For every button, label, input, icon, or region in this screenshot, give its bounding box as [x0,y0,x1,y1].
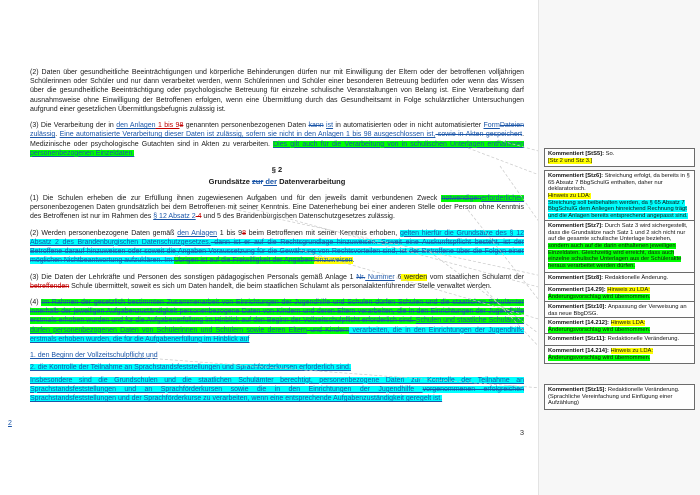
text-run: betreffenden [30,282,70,290]
text-run: Hinweis zu LDA: [607,287,650,293]
comment-label: Kommentiert [14.212]: [548,320,611,326]
text-run: vom staatlichen Schulamt der [427,273,525,281]
text-run: Eine automatisierte Verarbeitung dieser Daten ist zulässig, sofern sie nicht in den Anlagen 1 bis 98 ausgeschlossen ist, [59,131,436,139]
text-run: Schule übermittelt, soweit es sich um Daten handelt, die beim staatlichen Schulamt als personalaktenführender Stelle verwaltet werden. [69,282,492,290]
text-run: 8 [242,229,246,237]
text-run: beim Betroffenen mit seiner Kenntnis erhoben, [245,229,400,237]
text-run: Änderungsvorschlag wird übernommen. [548,293,651,300]
text-run: in automatisierten oder in nicht automatisierter [333,122,484,130]
paragraph-teacher-data [30,273,524,291]
text-run: Nr. [356,273,366,281]
text-run: personenbezogenen Daten grundsätzlich bei dem Betroffenen mit seiner Kenntnis. Eine Datenerhebung bei einer anderen Stelle oder Person ohne Kenntnis des Betroffenen ist nur im Rahmen des [30,204,524,221]
text-run: zulässig [30,131,56,139]
paragraph-processing-annexes [30,121,524,158]
text-run: den Anlagen [177,229,217,237]
text-run: (3) Die Verarbeitung der in [30,122,117,130]
text-run: (4) [30,299,42,306]
comment-label: Kommentiert [Stz15]: [548,387,608,393]
comment-box[interactable] [544,148,695,167]
text-run: gelten hierfür die Grundsätze des § 12 Absatz 2 des Brandenburgischen Datenschutzgesetzes. [30,229,525,246]
text-run: Schulen und staatliche Schulämter dürfen personenbezogenen Daten von Schülerinnen und Schülern sowie deren Eltern [30,317,524,334]
comment-body [548,223,688,269]
page-number: 3 [519,428,524,437]
text-run: 8 [179,122,184,130]
text-run: dann ist er auf die Rechtsgrundlage hinzuweisen. Soweit eine Auskunftspflicht besteht, ist der Betroffene darauf hinzuweisen oder soweit die Angaben Voraussetzung für die Gewährung von Rechtsvorteilen sind, ist der Betroffene über die Folgen einer möglichen Nichtbeantwortung aufzuklären. Im [30,238,524,265]
text-run: und 5 des Brandenburgischen Datenschutzgesetzes zulässig. [201,213,395,221]
text-run: . Medizinische oder psychologische Gutachten sind in Akten zu verarbeiten. [30,131,525,148]
text-run: (1) Die Schulen erheben die zur Erfüllung ihnen zugewiesenen Aufgaben und für den jeweils damit verbundenen Zweck [30,194,442,202]
comment-box[interactable] [544,345,695,364]
text-run: vorgenommenen erfolgreichen [422,385,524,393]
comment-body [605,275,669,281]
text-run: im Hinblick auf [203,335,250,343]
text-run: 6 [394,273,402,281]
text-run: Übrigen ist auf die Freiwilligkeit der Angaben [173,257,315,265]
text-run: Datenverarbeitung [277,177,346,186]
text-run: Hinweis zu LDA: [548,192,591,199]
paragraph-language-assessment [30,376,524,404]
comment-label: Kommentiert [Stz7]: [548,223,605,229]
text-run: sondern auch auf die darin enthaltenen jeweiligen Einzeldaten. Gleichzeitig wird erreicht, dass auch einzelne schulische Unterlagen aus der Schülerakte heraus verarbeitet werden dürfen. [548,242,682,269]
text-run: Grundsätze [208,177,252,186]
comment-box[interactable] [544,170,695,223]
comment-box[interactable] [544,220,695,273]
comment-body [608,336,680,342]
text-run: zur [251,177,264,186]
text-run: Streichung soll beibehalten werden, da § 65 Absatz 7 BbgSchulG dem Anliegen hinreichend Rechnung trägt und die Anlagen bereits entsprechend angepasst sind. [548,199,688,219]
comment-box[interactable] [544,333,695,346]
section-number: § 2 [271,165,283,175]
paragraph-health-data [30,68,524,114]
comments-sidebar [538,0,700,495]
text-run: Anpassung der Verweisung an das neue BbgDSG. [548,304,687,317]
text-run: Änderungsvorschlag wird übernommen. [548,354,651,361]
text-run: Im Rahmen der gesetzlich bestimmten Zusammenarbeit von Einrichtungen der Jugendhilfe und Schulen dürfen Schulen und die staatlichen Schulämter innerhalb der jeweiligen Aufgabenzuständigkeit personenbezogene Daten von Kindern und deren Eltern verarbeiten, die in den Einrichtungen der Jugendhilfe erstmals erhoben wurden und für die Aufgabenerfüllung im Hinblick auf den Beginn der Vollzeitschulpflicht erforderlich sind. [30,299,524,325]
text-run: . [352,257,355,265]
list-item-2 [30,363,524,372]
margin-note: 2 [8,420,12,427]
text-run: ist [326,122,334,130]
document-content [30,68,524,410]
text-run: der [263,177,277,186]
paragraph-youth-welfare [30,298,524,344]
text-run: 4 [195,213,202,221]
text-run: Hinweis zu LDA: [610,348,654,354]
text-run: Änderungsvorschlag wird übernommen. [548,326,651,333]
text-run: 1 bis 9 [217,229,243,237]
comment-label: Kommentiert [Stz6]: [548,173,605,179]
comment-box[interactable] [544,384,695,410]
text-run: den Anlagen [116,122,156,130]
text-run: notwendigen [441,194,482,202]
text-run: [Stz 2 und Stz 3.] [548,157,593,164]
text-run: Dateien [499,122,524,130]
text-run: 1 bis 9 [155,122,180,130]
comment-label: Kommentiert [Stz11]: [548,336,608,342]
comment-body [548,173,690,219]
text-run: . [55,131,60,139]
text-run: werden [401,273,428,281]
text-run: und Kindern [306,326,350,334]
text-run: Sprachstandsfeststellungen und der Sprachförderkurse zu verarbeiten, wenn eine entsprechende Aufgabenzuständigkeit geregelt ist. [30,395,443,403]
text-run: (Sprachliche Vereinfachung und Einfügung einer Aufzählung) [548,393,673,407]
text-run: Redaktionelle Veränderung. [607,387,680,393]
text-run: Hinweis LDA: [610,320,646,326]
text-run: kann [308,122,324,130]
comment-label: Kommentiert [StS5]: [548,151,606,157]
text-run: Nummer [365,273,395,281]
text-run: Durch Satz 3 wird sichergestellt, dass die Grundsätze nach Satz 1 und 2 sich nicht nur auf die gesamte schulische Unterlage beziehen, [548,223,688,243]
comment-label: Kommentiert [Stz8]: [548,275,605,281]
comment-box[interactable] [544,272,695,285]
text-run: (2) Daten über gesundheitliche Beeinträchtigungen und körperliche Behinderungen dürfen nur mit Einwilligung der Eltern oder der betroffenen volljährigen Schülerinnen oder Schüler und nur dann verarbeitet werden, wenn Schülerinnen und Schüler einer besonderen Betreuung bedürfen oder wenn das Wissen über die gesundheitliche Beeinträchtigung oder psychologische Betreuung für einzelne schulische Veranstaltungen von Belang ist. Eine Verarbeitung darf ausnahmsweise ohne Einwilligung der Betroffenen erfolgen, wenn eine Übermittlung durch das Gesundheitsamt in Folge schulärztlicher Untersuchungen aufgrund einer gesetzlichen Übermittlungsbefugnis zulässig ist. [30,69,524,113]
section-heading [30,177,524,187]
text-run: (2) Werden personenbezogene Daten gemäß [30,229,178,237]
paragraph-collection-principles [30,229,524,266]
text-run: § 12 Absatz 2 [153,213,196,221]
text-run: verarbeiten, die in den Einrichtungen der Jugendhilfe erstmals erhoben wurden, die für die Aufgabenerfüllung [30,326,524,343]
text-run: 1. den Beginn der Vollzeitschulpflicht und [30,352,158,360]
text-run: Redaktionelle Änderung. [604,275,669,281]
comment-label: Kommentiert [14.214]: [548,348,611,354]
text-run: sowie in Akten gespeichert [435,131,523,139]
text-run: erforderlichen [481,194,524,202]
comment-label: Kommentiert [Stz10]: [548,304,608,310]
text-run: (3) Die Daten der Lehrkräfte und Personen des sonstigen pädagogischen Personals gemäß Anlage 1 [30,273,357,281]
text-run: Redaktionelle Veränderung. [607,336,680,342]
list-item-1 [30,351,524,360]
comment-label: Kommentiert [14.29]: [548,287,608,293]
text-run: hinzuweisen [314,257,353,265]
text-run: Form [483,122,500,130]
text-run: genannten personenbezogenen Daten [183,122,309,130]
text-run: Dies gilt auch für die Verarbeitung von in schulischen Unterlagen enthaltenen personenbezogenen Einzeldaten. [30,140,524,157]
text-run: So. [605,151,615,157]
paragraph-data-collection [30,194,524,222]
text-run: 2. die Kontrolle der Teilnahme an Sprachstandsfeststellungen und Sprachförderkursen erforderlich sind. [30,364,351,372]
text-run: Insbesondere sind die Grundschulen und die staatlichen Schulämter berechtigt, personenbezogene Daten zur Kontrolle der Teilnahme an Sprachstandsfeststellungen und an Sprachförderkursen sowie die in den Einrichtungen der Jugendhilfe [30,376,524,393]
text-run: Streichung erfolgt, da bereits in § 65 Absatz 7 BbgSchulG enthalten, daher nur deklaratorisch. [548,173,690,193]
